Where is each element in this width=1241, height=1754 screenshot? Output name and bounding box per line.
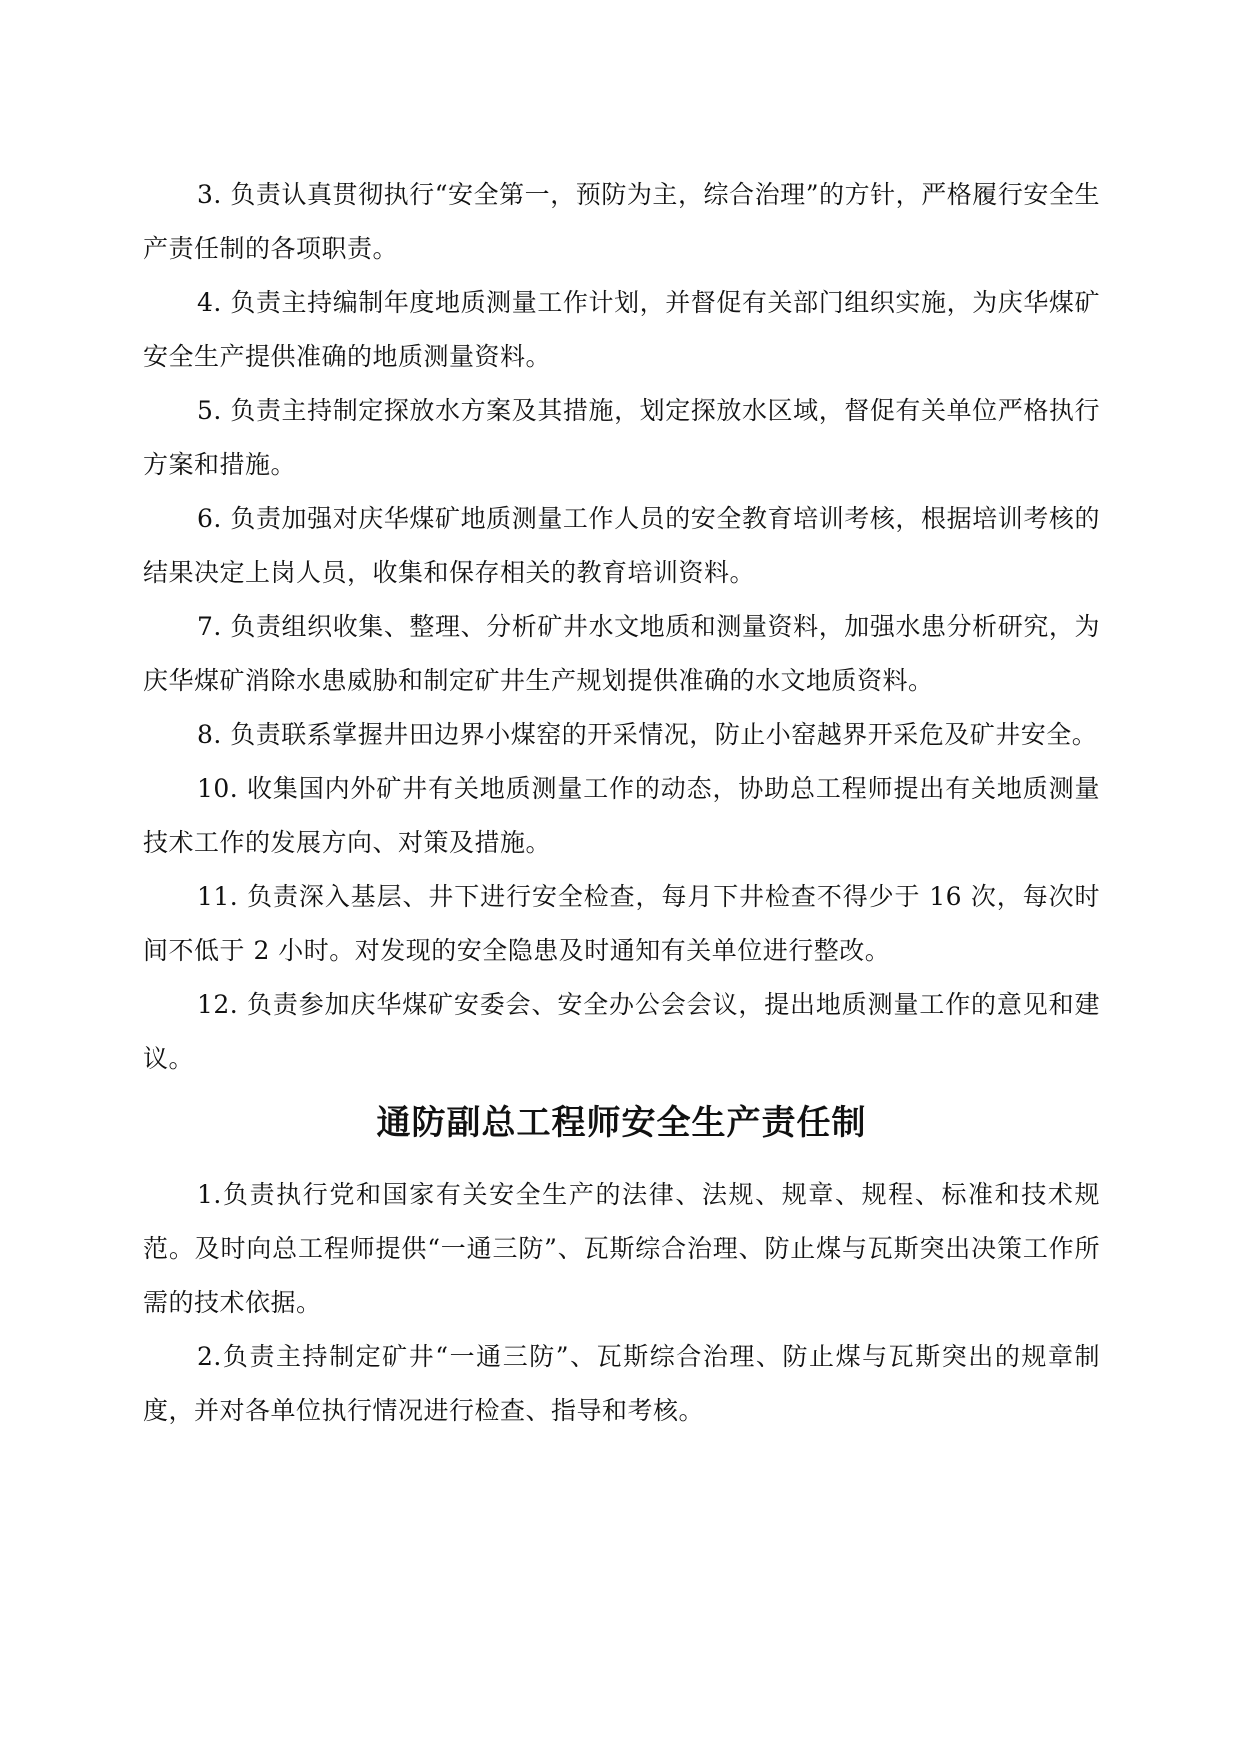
section-paragraph-1: 1.负责执行党和国家有关安全生产的法律、法规、规章、规程、标准和技术规范。及时向总工程师提供“一通三防”、瓦斯综合治理、防止煤与瓦斯突出决策工作所需的技术依据。 [143, 1180, 1100, 1317]
paragraph-item-11: 11. 负责深入基层、井下进行安全检查，每月下井检查不得少于 16 次，每次时间不低于 2 小时。对发现的安全隐患及时通知有关单位进行整改。 [143, 882, 1100, 965]
paragraph-item-12: 12. 负责参加庆华煤矿安委会、安全办公会会议，提出地质测量工作的意见和建议。 [143, 990, 1100, 1073]
paragraph-item-7: 7. 负责组织收集、整理、分析矿井水文地质和测量资料，加强水患分析研究，为庆华煤矿消除水患威胁和制定矿井生产规划提供准确的水文地质资料。 [143, 612, 1100, 695]
section-paragraph-2: 2.负责主持制定矿井“一通三防”、瓦斯综合治理、防止煤与瓦斯突出的规章制度，并对各单位执行情况进行检查、指导和考核。 [143, 1342, 1100, 1425]
paragraph-item-10: 10. 收集国内外矿井有关地质测量工作的动态，协助总工程师提出有关地质测量技术工作的发展方向、对策及措施。 [143, 774, 1100, 857]
paragraph-item-6: 6. 负责加强对庆华煤矿地质测量工作人员的安全教育培训考核，根据培训考核的结果决定上岗人员，收集和保存相关的教育培训资料。 [143, 504, 1100, 587]
paragraph-item-5: 5. 负责主持制定探放水方案及其措施，划定探放水区域，督促有关单位严格执行方案和措施。 [143, 396, 1100, 479]
document-body [143, 168, 1100, 1438]
paragraph-item-3: 3. 负责认真贯彻执行“安全第一，预防为主，综合治理”的方针，严格履行安全生产责任制的各项职责。 [143, 180, 1100, 263]
paragraph-item-8: 8. 负责联系掌握井田边界小煤窑的开采情况，防止小窑越界开采危及矿井安全。 [197, 720, 1098, 749]
section-title: 通防副总工程师安全生产责任制 [376, 1103, 867, 1143]
paragraph-item-4: 4. 负责主持编制年度地质测量工作计划，并督促有关部门组织实施，为庆华煤矿安全生产提供准确的地质测量资料。 [143, 288, 1100, 371]
